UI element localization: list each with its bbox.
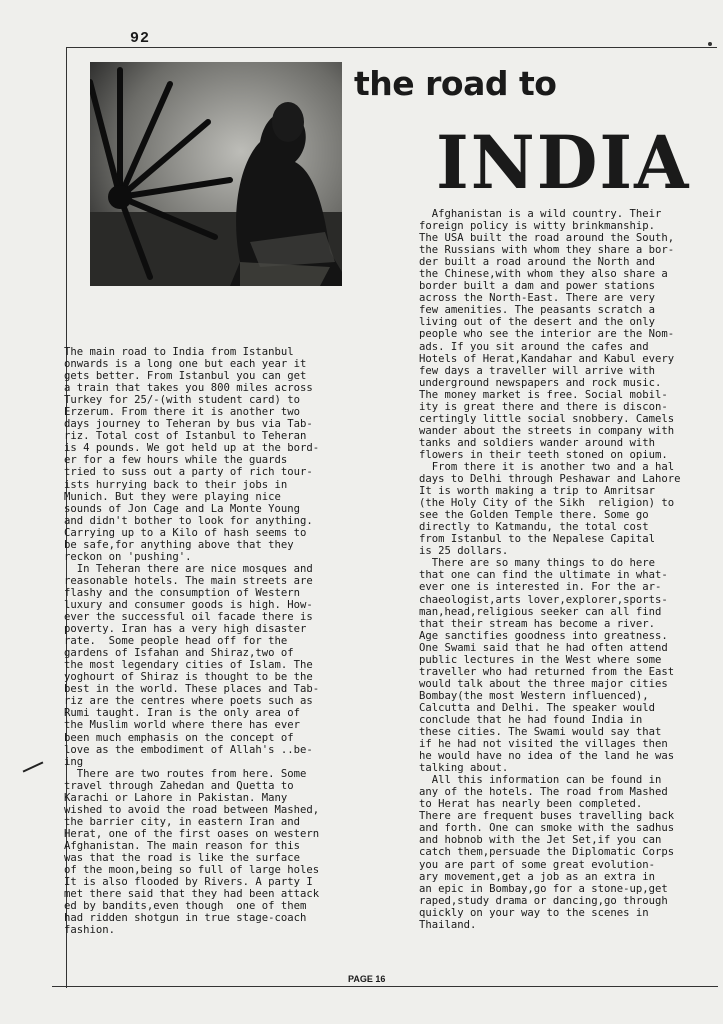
column-line: It is also flooded by Rivers. A party I — [64, 876, 313, 889]
column-line: chaeologist,arts lover,explorer,sports- — [419, 593, 668, 606]
column-line: riz. Total cost of Istanbul to Teheran — [64, 430, 307, 443]
column-line: man,head,religious seeker can all find — [419, 605, 662, 618]
column-line: catch them,persuade the Diplomatic Corps — [419, 846, 675, 859]
column-line: One Swami said that he had often attend — [419, 641, 668, 654]
column-line: and hobnob with the Jet Set,if you can — [419, 834, 662, 847]
column-line: fashion. — [64, 924, 116, 937]
column-line: Karachi or Lahore in Pakistan. Many — [64, 791, 288, 804]
column-line: reasonable hotels. The main streets are — [64, 574, 313, 587]
column-line: certingly little social snobbery. Camels — [419, 412, 675, 425]
column-line: directly to Katmandu, the total cost — [419, 521, 649, 534]
column-line: living out of the desert and the only — [419, 316, 655, 329]
column-line: met there said that they had been attack — [64, 888, 320, 901]
column-line: is 4 pounds. We got held up at the bord- — [64, 442, 320, 455]
column-line: underground newspapers and rock music. — [419, 376, 662, 389]
column-line: love as the embodiment of Allah's ..be- — [64, 743, 313, 756]
column-line: There are two routes from here. Some — [64, 767, 307, 780]
column-line: he would have no idea of the land he was — [419, 750, 675, 763]
column-line: gardens of Isfahan and Shiraz,two of — [64, 647, 294, 660]
column-line: a train that takes you 800 miles across — [64, 382, 313, 395]
column-line: foreign policy is witty brinkmanship. — [419, 220, 655, 233]
column-line: In Teheran there are nice mosques and — [64, 562, 313, 575]
column-line: see the Golden Temple there. Some go — [419, 509, 649, 522]
column-line: and didn't bother to look for anything. — [64, 514, 313, 527]
footer-page-label: PAGE 16 — [348, 974, 386, 984]
column-line: Thailand. — [419, 918, 477, 931]
column-line: if he had not visited the villages then — [419, 738, 668, 751]
page-number: 92 — [130, 30, 151, 47]
left-column — [64, 346, 330, 936]
column-line: border built a dam and power stations — [419, 280, 655, 293]
column-line: best in the world. These places and Tab- — [64, 683, 320, 696]
column-line: ads. If you sit around the cafes and — [419, 340, 649, 353]
column-line: reckon on 'pushing'. — [64, 550, 192, 563]
column-line: The main road to India from Istanbul — [64, 346, 294, 358]
headline-line1: the road to — [354, 64, 557, 103]
column-line: that their stream has become a river. — [419, 617, 655, 630]
column-line: raped,study drama or dancing,go through — [419, 894, 668, 907]
column-line: to Herat has nearly been completed. — [419, 798, 643, 811]
column-line: public lectures in the West where some — [419, 653, 662, 666]
column-line: There are so many things to do here — [419, 557, 655, 570]
column-line: was that the road is like the surface — [64, 851, 300, 864]
column-line: Erzerum. From there it is another two — [64, 406, 300, 419]
column-line: Munich. But they were playing nice — [64, 490, 281, 503]
column-line: the Muslim world where there has ever — [64, 719, 300, 732]
column-line: and forth. One can smoke with the sadhus — [419, 822, 675, 835]
column-line: wished to avoid the road between Mashed, — [64, 803, 320, 816]
column-line: wander about the streets in company with — [419, 424, 675, 437]
column-line: er for a few hours while the guards — [64, 454, 288, 467]
column-line: few days a traveller will arrive with — [419, 364, 655, 377]
column-line: ed by bandits,even though one of them — [64, 900, 307, 913]
column-line: Herat, one of the first oases on western — [64, 827, 320, 840]
column-line: any of the hotels. The road from Mashed — [419, 786, 668, 799]
column-line: an epic in Bombay,go for a stone-up,get — [419, 882, 668, 895]
column-line: tanks and soldiers wander around with — [419, 436, 655, 449]
column-line: (the Holy City of the Sikh religion) to — [419, 497, 675, 510]
column-line: is 25 dollars. — [419, 545, 509, 558]
column-line: sounds of Jon Cage and La Monte Young — [64, 502, 300, 515]
column-line: the Russians with whom they share a bor- — [419, 244, 675, 257]
column-line: the most legendary cities of Islam. The — [64, 659, 313, 672]
column-line: Rumi taught. Iran is the only area of — [64, 707, 300, 720]
column-line: luxury and consumer goods is high. How- — [64, 598, 313, 611]
column-line: yoghourt of Shiraz is thought to be the — [64, 671, 313, 684]
margin-dot — [708, 42, 712, 46]
column-line: ity is great there and there is discon- — [419, 400, 668, 413]
column-line: poverty. Iran has a very high disaster — [64, 623, 307, 636]
column-line: onwards is a long one but each year it — [64, 358, 307, 371]
page-frame-bottom-rule — [52, 986, 718, 987]
column-line: be safe,for anything above that they — [64, 538, 294, 551]
column-line: you are part of some great evolution- — [419, 858, 655, 871]
column-line: der built a road around the North and — [419, 256, 655, 269]
column-line: the Chinese,with whom they also share a — [419, 268, 668, 281]
column-line: flashy and the consumption of Western — [64, 586, 300, 599]
column-line: The USA built the road around the South, — [419, 232, 675, 245]
column-line: Afghanistan is a wild country. Their — [419, 208, 662, 220]
column-line: tried to suss out a party of rich tour- — [64, 466, 313, 479]
column-line: Calcutta and Delhi. The speaker would — [419, 701, 655, 714]
column-line: of the moon,being so full of large holes — [64, 864, 320, 877]
column-line: these cities. The Swami would say that — [419, 726, 662, 739]
column-line: had ridden shotgun in true stage-coach — [64, 912, 307, 925]
column-line: Carrying up to a Kilo of hash seems to — [64, 526, 307, 539]
spinning-wheel-photo — [90, 62, 342, 286]
column-line: few amenities. The peasants scratch a — [419, 304, 655, 317]
right-column — [419, 208, 715, 931]
column-line: ing — [64, 755, 84, 768]
column-line: Bombay(the most Western influenced), — [419, 689, 649, 702]
column-line: conclude that he had found India in — [419, 713, 643, 726]
margin-pen-mark — [23, 761, 44, 772]
column-line: days journey to Teheran by bus via Tab- — [64, 418, 313, 431]
column-line: ever the successful oil facade there is — [64, 611, 313, 624]
column-line: traveller who had returned from the East — [419, 665, 675, 678]
column-line: would talk about the three major cities — [419, 677, 668, 690]
column-line: All this information can be found in — [419, 774, 662, 787]
column-line: that one can find the ultimate in what- — [419, 569, 668, 582]
headline-line2: INDIA — [436, 118, 691, 206]
column-line: rate. Some people head off for the — [64, 635, 288, 648]
column-line: ary movement,get a job as an extra in — [419, 870, 655, 883]
column-line: Afghanistan. The main reason for this — [64, 839, 300, 852]
column-line: The money market is free. Social mobil- — [419, 388, 668, 401]
column-line: riz are the centres where poets such as — [64, 695, 313, 708]
column-line: people who see the interior are the Nom- — [419, 328, 675, 341]
column-line: been much emphasis on the concept of — [64, 731, 294, 744]
column-line: the barrier city, in eastern Iran and — [64, 815, 300, 828]
column-line: travel through Zahedan and Quetta to — [64, 779, 294, 792]
column-line: across the North-East. There are very — [419, 292, 655, 305]
column-line: quickly on your way to the scenes in — [419, 906, 649, 919]
column-line: from Istanbul to the Nepalese Capital — [419, 533, 655, 546]
column-line: Hotels of Herat,Kandahar and Kabul every — [419, 352, 675, 365]
column-line: gets better. From Istanbul you can get — [64, 370, 307, 383]
column-line: flowers in their teeth stoned on opium. — [419, 448, 668, 461]
column-line: Turkey for 25/-(with student card) to — [64, 394, 300, 407]
column-line: Age sanctifies goodness into greatness. — [419, 629, 668, 642]
column-line: ists hurrying back to their jobs in — [64, 478, 288, 491]
photo-illustration — [90, 62, 342, 286]
column-line: talking about. — [419, 762, 509, 775]
column-line: ever one is interested in. For the ar- — [419, 581, 662, 594]
column-line: It is worth making a trip to Amritsar — [419, 485, 655, 498]
column-line: days to Delhi through Peshawar and Lahore — [419, 473, 681, 486]
column-line: There are frequent buses travelling back — [419, 810, 675, 823]
column-line: From there it is another two and a hal — [419, 460, 675, 473]
